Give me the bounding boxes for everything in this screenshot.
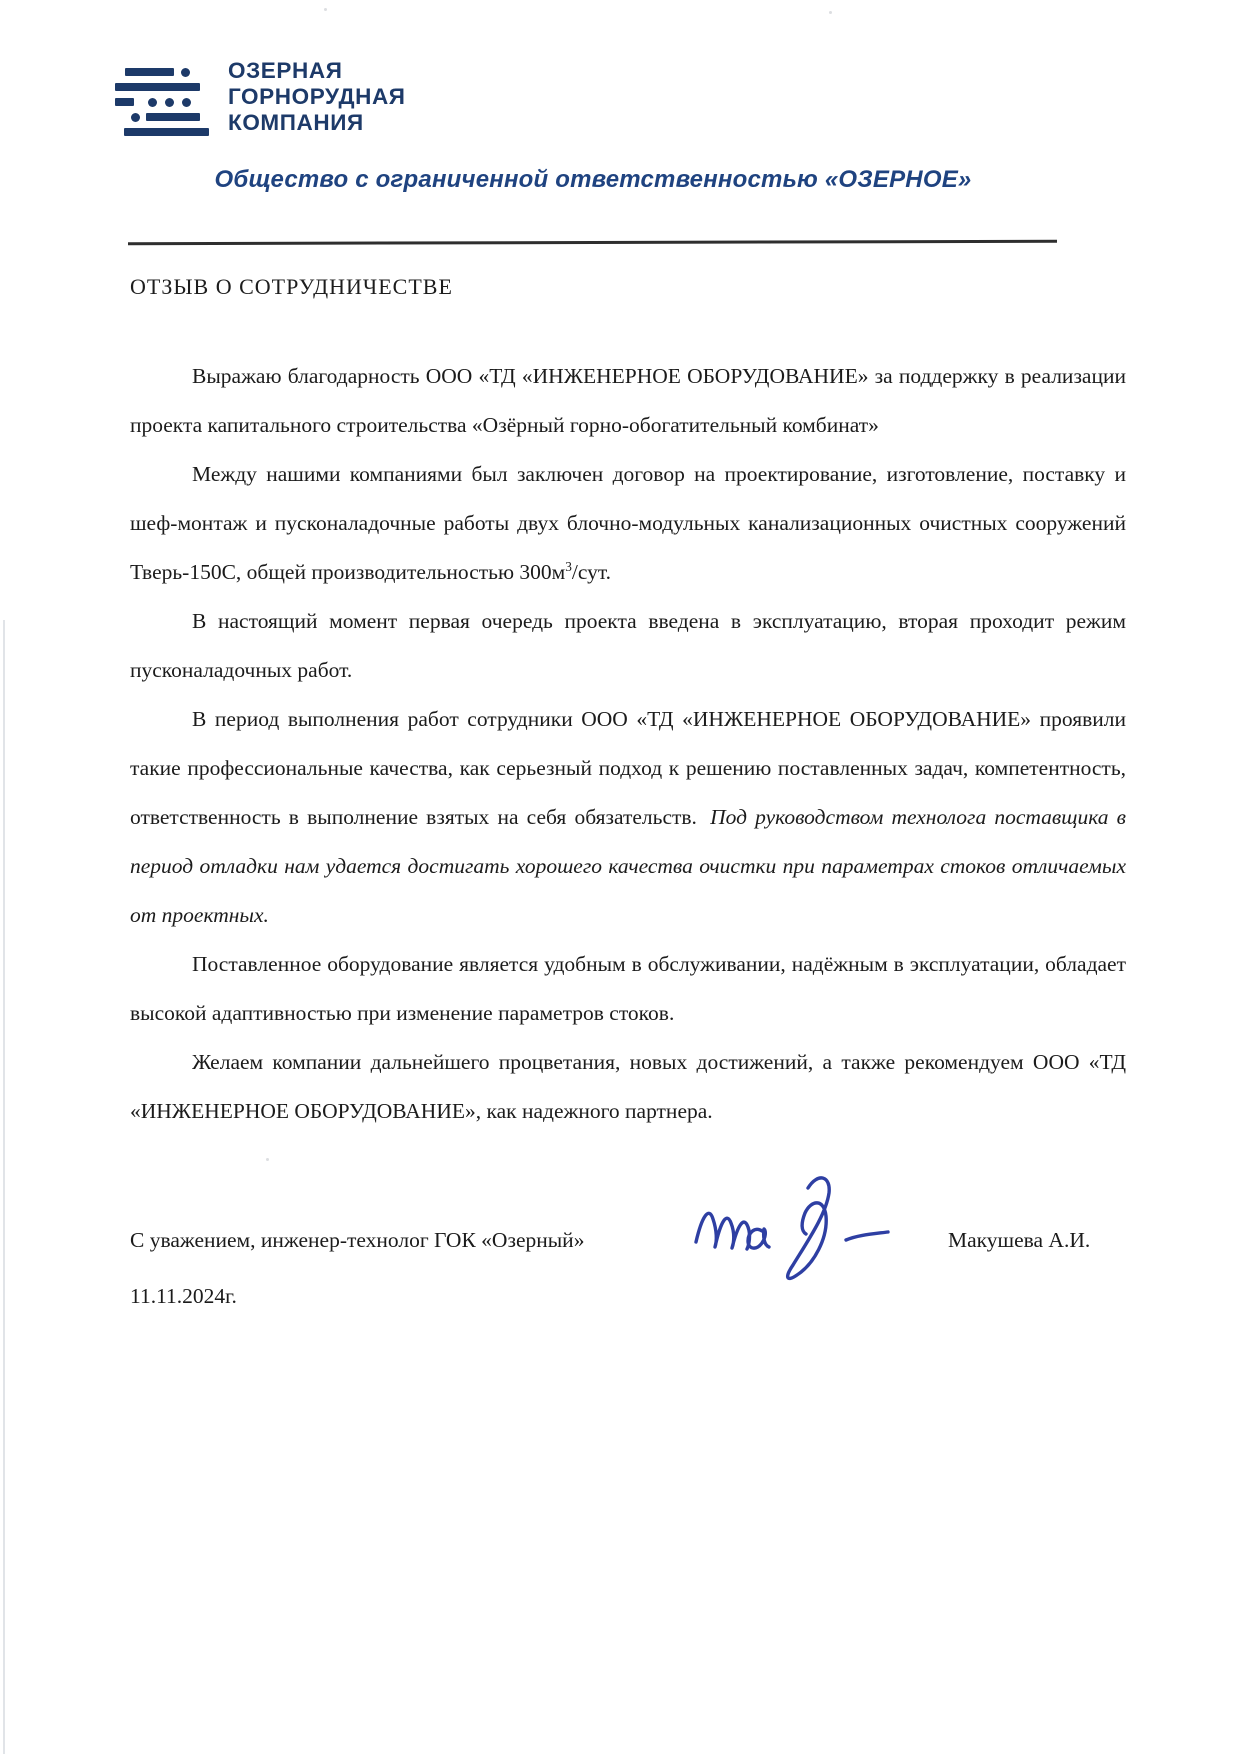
scan-speck bbox=[266, 1158, 269, 1161]
paragraph-6: Желаем компании дальнейшего процветания, новых достижений, а также рекомендуем ООО «ТД «ИНЖЕНЕРНОЕ ОБОРУДОВАНИЕ», как надежного партнера. bbox=[130, 1050, 1126, 1123]
paragraph-3: В настоящий момент первая очередь проекта введена в эксплуатацию, вторая проходит режим пусконаладочных работ. bbox=[130, 609, 1126, 682]
company-name-line2: ГОРНОРУДНАЯ bbox=[228, 84, 406, 109]
signer-name: Макушева А.И. bbox=[948, 1228, 1091, 1252]
scan-edge-artifact bbox=[3, 620, 5, 1754]
letterhead-title: Общество с ограниченной ответственностью «ОЗЕРНОЕ» bbox=[214, 166, 972, 193]
company-logo bbox=[115, 58, 406, 138]
company-name-line3: КОМПАНИЯ bbox=[228, 110, 364, 135]
letterhead-divider bbox=[128, 240, 1057, 245]
paragraph-2-text: Между нашими компаниями был заключен договор на проектирование, изготовление, поставку и шеф-монтаж и пусконаладочные работы двух блочно-модульных канализационных очистных сооружений Тверь-150С, общей производительностью 300м bbox=[130, 462, 1126, 584]
paragraph-4-regular: В период выполнения работ сотрудники ООО «ТД «ИНЖЕНЕРНОЕ ОБОРУДОВАНИЕ» проявили такие профессиональные качества, как серьезный подход к решению поставленных задач, компетентность, ответственность в выполнение взятых на себя обязательств. bbox=[130, 707, 1126, 829]
scan-speck bbox=[829, 11, 832, 14]
paragraph-2-tail: /сут. bbox=[571, 560, 612, 584]
paragraph-4 bbox=[130, 695, 1126, 940]
document-body bbox=[130, 352, 1126, 1136]
paragraph-5: Поставленное оборудование является удобным в обслуживании, надёжным в эксплуатации, обладает высокой адаптивностью при изменение параметров стоков. bbox=[130, 952, 1126, 1025]
company-name bbox=[228, 58, 406, 136]
paragraph-1: Выражаю благодарность ООО «ТД «ИНЖЕНЕРНОЕ ОБОРУДОВАНИЕ» за поддержку в реализации проекта капитального строительства «Озёрный горно-обогатительный комбинат» bbox=[130, 364, 1126, 437]
paragraph-2 bbox=[130, 450, 1126, 597]
document-heading: ОТЗЫВ О СОТРУДНИЧЕСТВЕ bbox=[130, 274, 453, 299]
scan-speck bbox=[324, 8, 327, 11]
paragraph-4-italic: Под руководством технолога поставщика в период отладки нам удается достигать хорошего качества очистки при параметрах стоков отличаемых от проектных. bbox=[130, 805, 1127, 927]
signature-date: 11.11.2024г. bbox=[130, 1284, 237, 1308]
cubic-meter-superscript: 3 bbox=[565, 558, 572, 574]
company-name-line1: ОЗЕРНАЯ bbox=[228, 58, 343, 83]
logo-mark-icon bbox=[115, 68, 211, 138]
handwritten-signature bbox=[688, 1168, 906, 1282]
signature-closing: С уважением, инженер-технолог ГОК «Озерный» bbox=[130, 1228, 585, 1252]
